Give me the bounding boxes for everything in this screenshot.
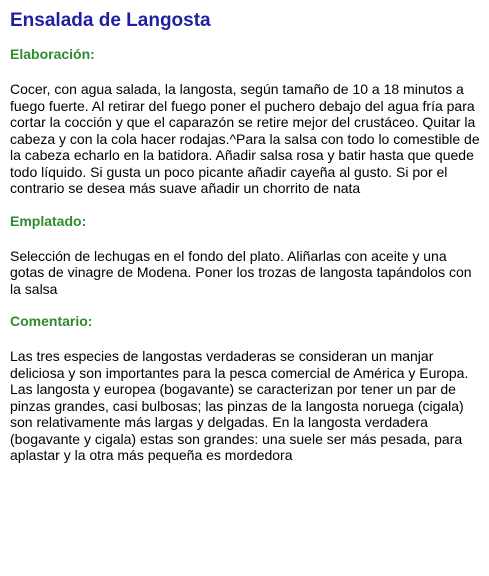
section-body-comentario: Las tres especies de langostas verdaderas se consideran un manjar deliciosa y son importantes para la pesca comercial de América y Europa. Las langosta y europea (bogavante) se caracterizan por tener un par de pinzas grandes, casi bulbosas; las pinzas de la langosta noruega (cigala) son relativamente más largas y delgadas. En la langosta verdadera (bogavante y cigala) estas son grandes: una suele ser más pesada, para aplastar y la otra más pequeña es mordedora [10, 348, 469, 463]
page-title: Ensalada de Langosta [10, 10, 211, 31]
section-heading-comentario: Comentario: [10, 313, 93, 329]
section-body-elaboracion: Cocer, con agua salada, la langosta, según tamaño de 10 a 18 minutos a fuego fuerte. Al retirar del fuego poner el puchero debajo del agua fría para cortar la cocción y que el caparazón se retire mejor del crustáceo. Quitar la cabeza y con la cola hacer rodajas.^Para la salsa con todo lo comestible de la cabeza echarlo en la batidora. Añadir salsa rosa y batir hasta que quede todo líquido. Si gusta un poco picante añadir cayeña al gusto. Si por el contrario se desea más suave añadir un chorrito de nata [10, 81, 480, 196]
section-heading-elaboracion: Elaboración: [10, 46, 95, 62]
section-elaboracion [10, 46, 481, 197]
section-heading-emplatado: Emplatado: [10, 212, 87, 229]
section-emplatado [10, 213, 481, 298]
section-comentario [10, 313, 481, 464]
section-body-emplatado: Selección de lechugas en el fondo del plato. Aliñarlas con aceite y una gotas de vinagre de Modena. Poner los trozas de langosta tapándolos con la salsa [10, 247, 472, 297]
